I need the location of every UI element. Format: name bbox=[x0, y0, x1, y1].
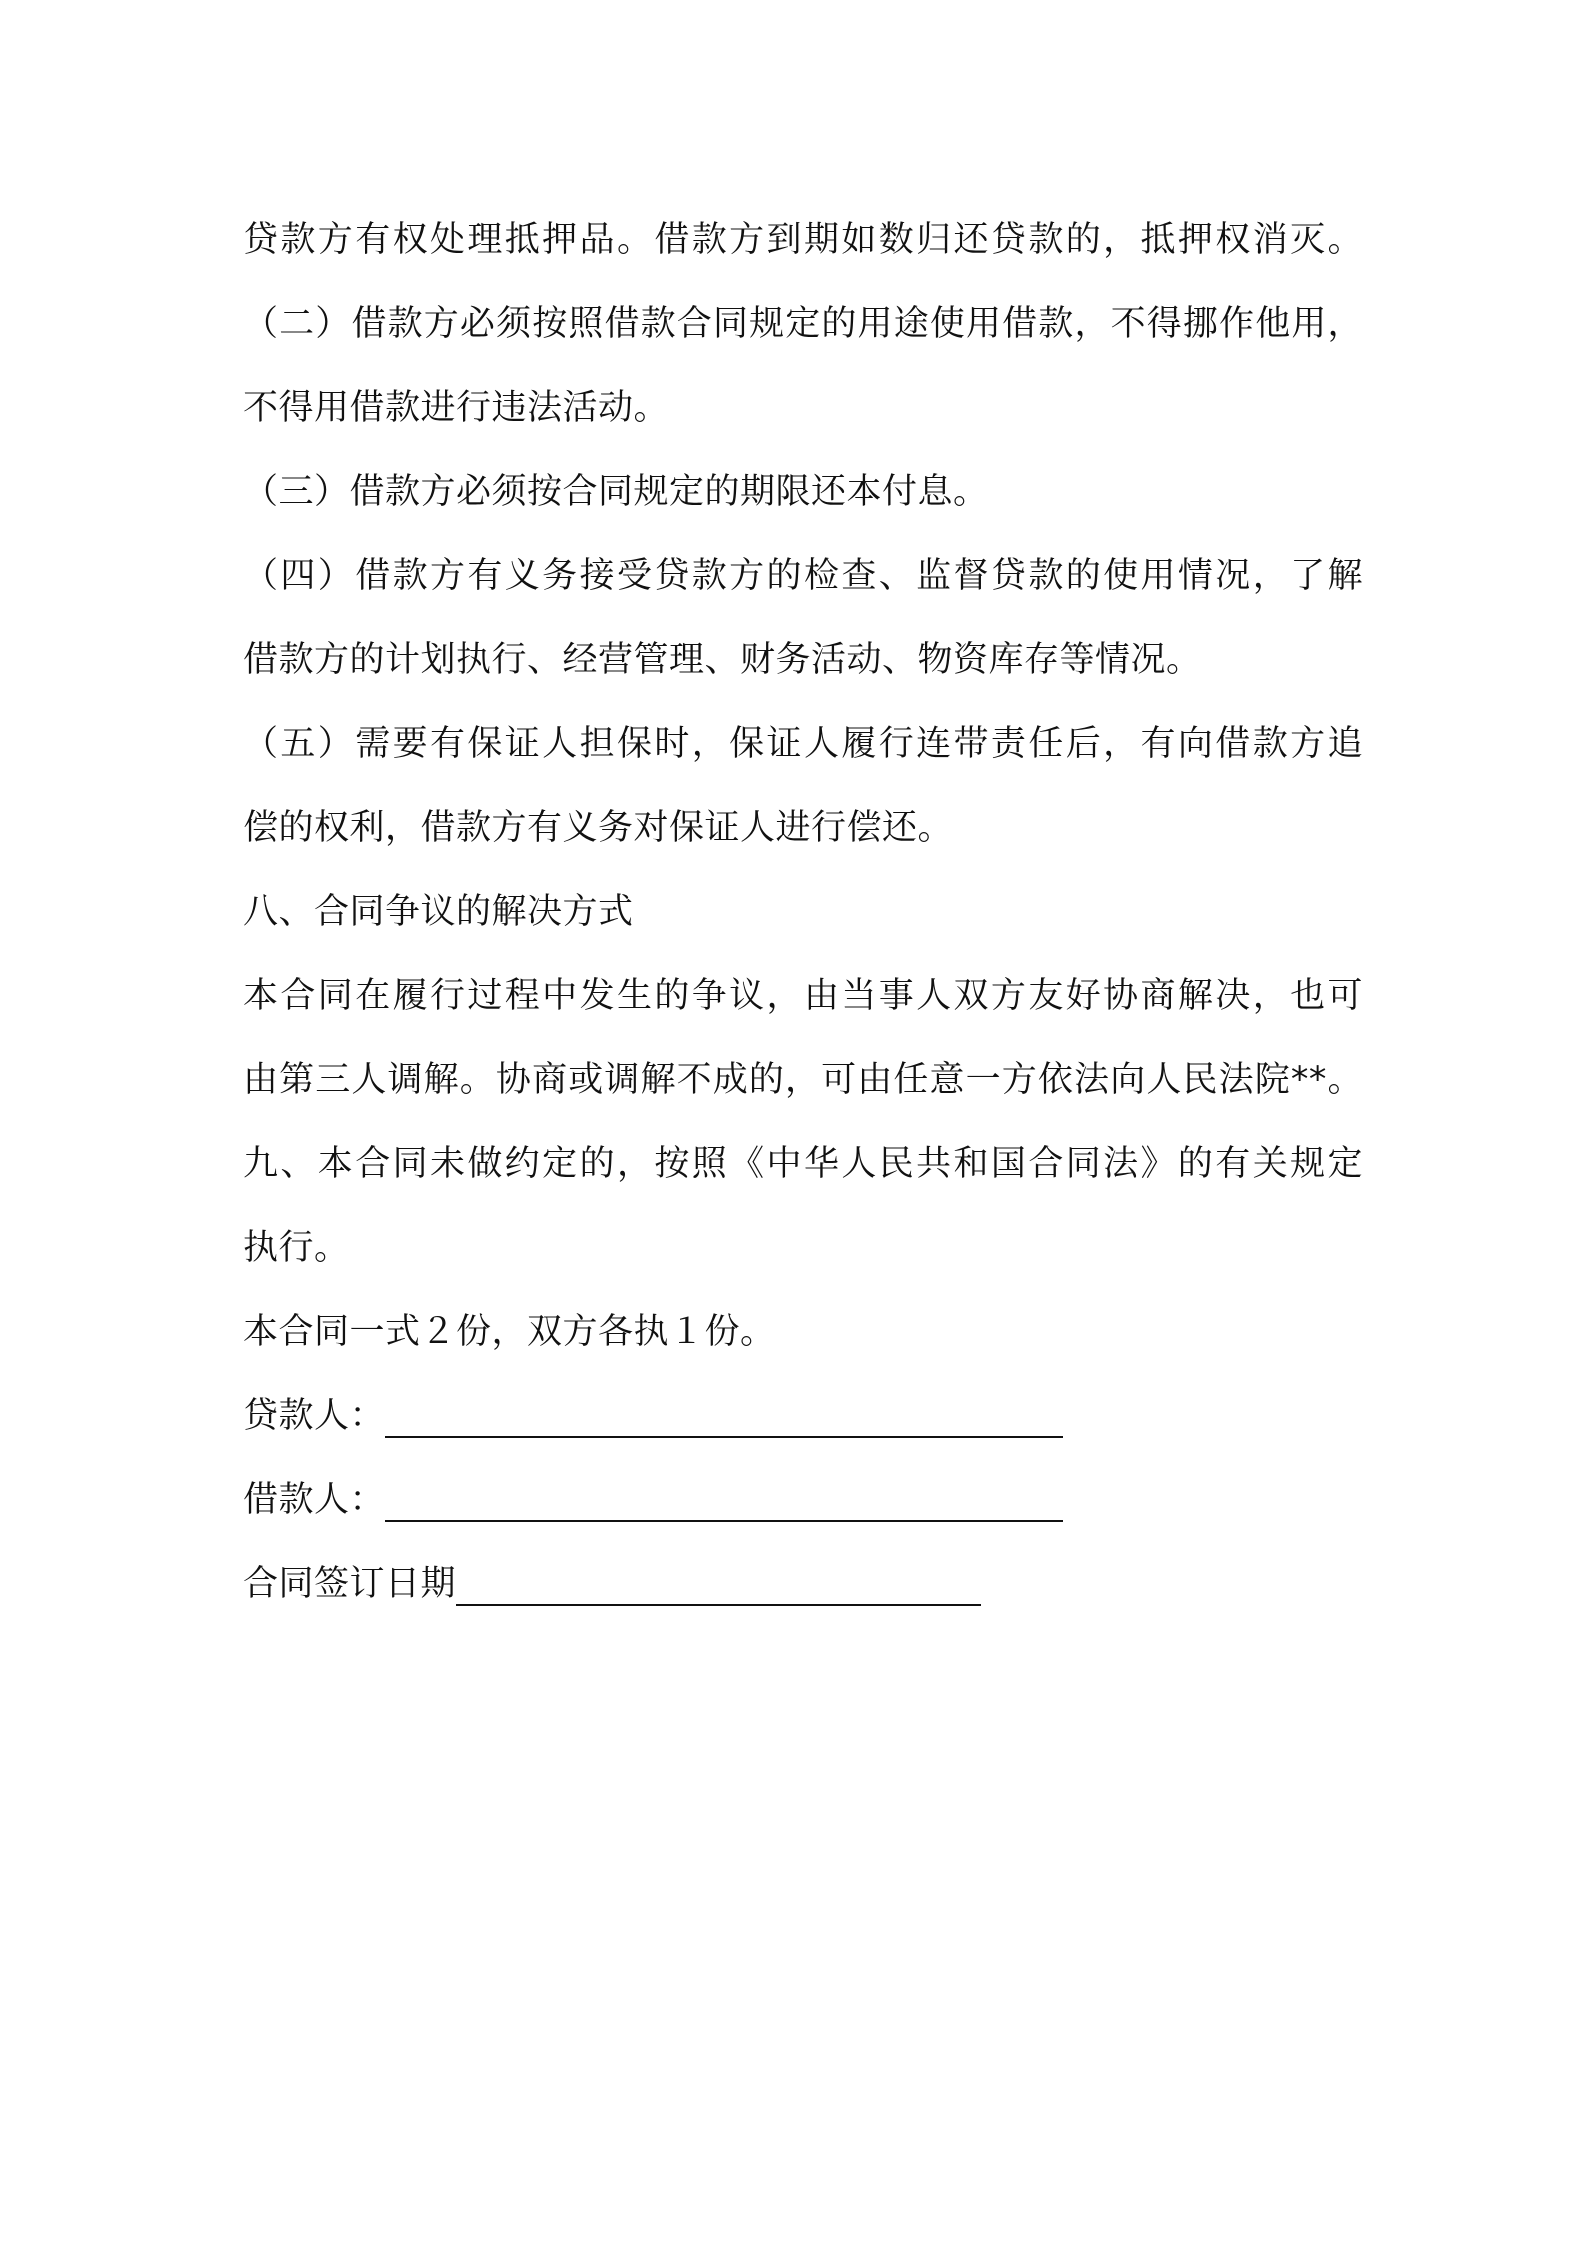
clause-2-line-2: 不得用借款进行违法活动。 bbox=[243, 388, 670, 428]
clause-5-line-2: 偿的权利，借款方有义务对保证人进行偿还。 bbox=[243, 808, 954, 848]
copies-statement: 本合同一式２份，双方各执１份。 bbox=[243, 1312, 776, 1352]
section-9-line-2: 执行。 bbox=[243, 1228, 350, 1268]
borrower-signature-field[interactable] bbox=[385, 1470, 1063, 1522]
clause-4-line-2: 借款方的计划执行、经营管理、财务活动、物资库存等情况。 bbox=[243, 640, 1202, 680]
lender-signature-row bbox=[243, 1374, 1363, 1458]
clause-2-line-1: （二）借款方必须按照借款合同规定的用途使用借款，不得挪作他用， bbox=[243, 304, 1363, 344]
signing-date-field[interactable] bbox=[456, 1554, 981, 1606]
lender-signature-field[interactable] bbox=[385, 1386, 1063, 1438]
borrower-signature-row bbox=[243, 1458, 1363, 1542]
section-8-line-2: 由第三人调解。协商或调解不成的，可由任意一方依法向人民法院**。 bbox=[243, 1060, 1363, 1100]
clause-3: （三）借款方必须按合同规定的期限还本付息。 bbox=[243, 472, 989, 512]
document-page bbox=[243, 198, 1363, 1626]
paragraph-line-1: 贷款方有权处理抵押品。借款方到期如数归还贷款的，抵押权消灭。 bbox=[243, 220, 1363, 260]
signing-date-row bbox=[243, 1542, 1363, 1626]
borrower-label: 借款人： bbox=[243, 1480, 386, 1520]
clause-4-line-1: （四）借款方有义务接受贷款方的检查、监督贷款的使用情况，了解 bbox=[243, 556, 1363, 596]
section-9-line-1: 九、本合同未做约定的，按照《中华人民共和国合同法》的有关规定 bbox=[243, 1144, 1363, 1184]
section-8-line-1: 本合同在履行过程中发生的争议，由当事人双方友好协商解决，也可 bbox=[243, 976, 1363, 1016]
lender-label: 贷款人： bbox=[243, 1396, 386, 1436]
clause-5-line-1: （五）需要有保证人担保时，保证人履行连带责任后，有向借款方追 bbox=[243, 724, 1363, 764]
signing-date-label: 合同签订日期 bbox=[243, 1564, 457, 1604]
section-8-heading: 八、合同争议的解决方式 bbox=[243, 892, 634, 932]
